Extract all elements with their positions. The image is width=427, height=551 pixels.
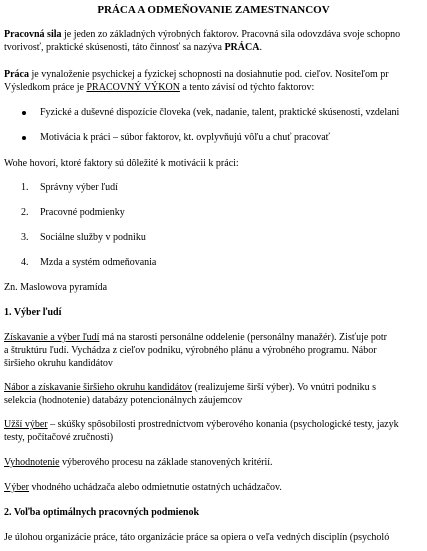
paragraph-line: [4, 381, 376, 394]
paragraph-line: [4, 481, 282, 494]
term-praca-def: Práca: [4, 69, 29, 80]
section-heading: 2. Voľba optimálnych pracovných podmienok: [4, 507, 200, 518]
paragraph-line: selekcia (hodnotenie) databázy potencionálnych záujemcov: [4, 395, 243, 406]
term-pracovna-sila: Pracovná sila: [4, 29, 62, 40]
list-number: 1.: [21, 182, 29, 193]
paragraph-text: – skúšky spôsobilosti prostredníctvom výberového konania (psychologické testy, jazyk: [47, 419, 399, 430]
term-vyber: Výber: [4, 482, 29, 493]
paragraph-text: (realizujeme širší výber). Vo vnútri podniku s: [192, 382, 377, 393]
paragraph-text: je vynaloženie psychickej a fyzickej schopnosti na dosiahnutie pod. cieľov. Nositeľom pr: [29, 69, 389, 80]
paragraph-line: testy, počítačové zručnosti): [4, 432, 114, 443]
term-uzsi-vyber: Užší výber: [4, 419, 48, 430]
section-heading: 1. Výber ľudí: [4, 307, 62, 318]
page-title: PRÁCA A ODMEŇOVANIE ZAMESTNANCOV: [97, 4, 330, 16]
bullet-icon: [22, 136, 26, 140]
paragraph-text: je jeden zo základných výrobných faktorov. Pracovná sila odovzdáva svoje schopno: [61, 29, 401, 40]
numbered-item: Správny výber ľudí: [40, 182, 118, 193]
paragraph-text: výberového procesu na základe stanovených kritérií.: [59, 457, 273, 468]
term-nabor: Nábor a získavanie širšieho okruhu kandidátov: [4, 382, 193, 393]
paragraph-line: [4, 68, 389, 81]
numbered-item: Sociálne služby v podniku: [40, 232, 146, 243]
paragraph-text: má na starosti personálne oddelenie (personálny manažér). Zisťuje potr: [99, 332, 387, 343]
paragraph-line: [4, 456, 273, 469]
paragraph-line: [4, 331, 387, 344]
paragraph-text: a tento závisí od týchto faktorov:: [179, 82, 315, 93]
term-ziskavanie: Získavanie a výber ľudí: [4, 332, 100, 343]
bullet-item: Motivácia k práci – súbor faktorov, kt. ovplyvňujú vôľu a chuť pracovať: [40, 132, 330, 143]
paragraph-text: tvorivosť, praktické skúsenosti, táto činnosť sa nazýva: [4, 42, 225, 53]
paragraph-line: širšieho okruhu kandidátov: [4, 358, 113, 369]
paragraph-text: Výsledkom práce je: [4, 82, 87, 93]
term-pracovny-vykon: PRACOVNÝ VÝKON: [86, 82, 180, 93]
paragraph-line: [4, 81, 314, 94]
list-number: 2.: [21, 207, 29, 218]
term-praca: PRÁCA: [224, 42, 260, 53]
paragraph-line: [4, 41, 262, 54]
bullet-icon: [22, 111, 26, 115]
numbered-item: Mzda a systém odmeňovania: [40, 257, 157, 268]
paragraph-line: [4, 28, 400, 41]
bullet-item: Fyzické a duševné dispozície človeka (vek, nadanie, talent, praktické skúsenosti, vzdelani: [40, 107, 400, 118]
list-number: 3.: [21, 232, 29, 243]
numbered-item: Pracovné podmienky: [40, 207, 125, 218]
term-vyhodnotenie: Vyhodnotenie: [4, 457, 60, 468]
paragraph-text: .: [259, 42, 262, 53]
paragraph-line: Zn. Maslowova pyramída: [4, 282, 108, 293]
list-number: 4.: [21, 257, 29, 268]
paragraph-line: Je úlohou organizácie práce, táto organizácie práce sa opiera o veľa vedných disciplín (psycholó: [4, 532, 390, 543]
paragraph-line: Wohe hovorí, ktoré faktory sú dôležité k motivácii k práci:: [4, 158, 239, 169]
paragraph-line: [4, 418, 399, 431]
paragraph-text: vhodného uchádzača alebo odmietnutie ostatných uchádzačov.: [29, 482, 282, 493]
paragraph-line: a štruktúru ľudí. Vychádza z cieľov podniku, výrobného plánu a výrobného programu. Nábor: [4, 345, 377, 356]
